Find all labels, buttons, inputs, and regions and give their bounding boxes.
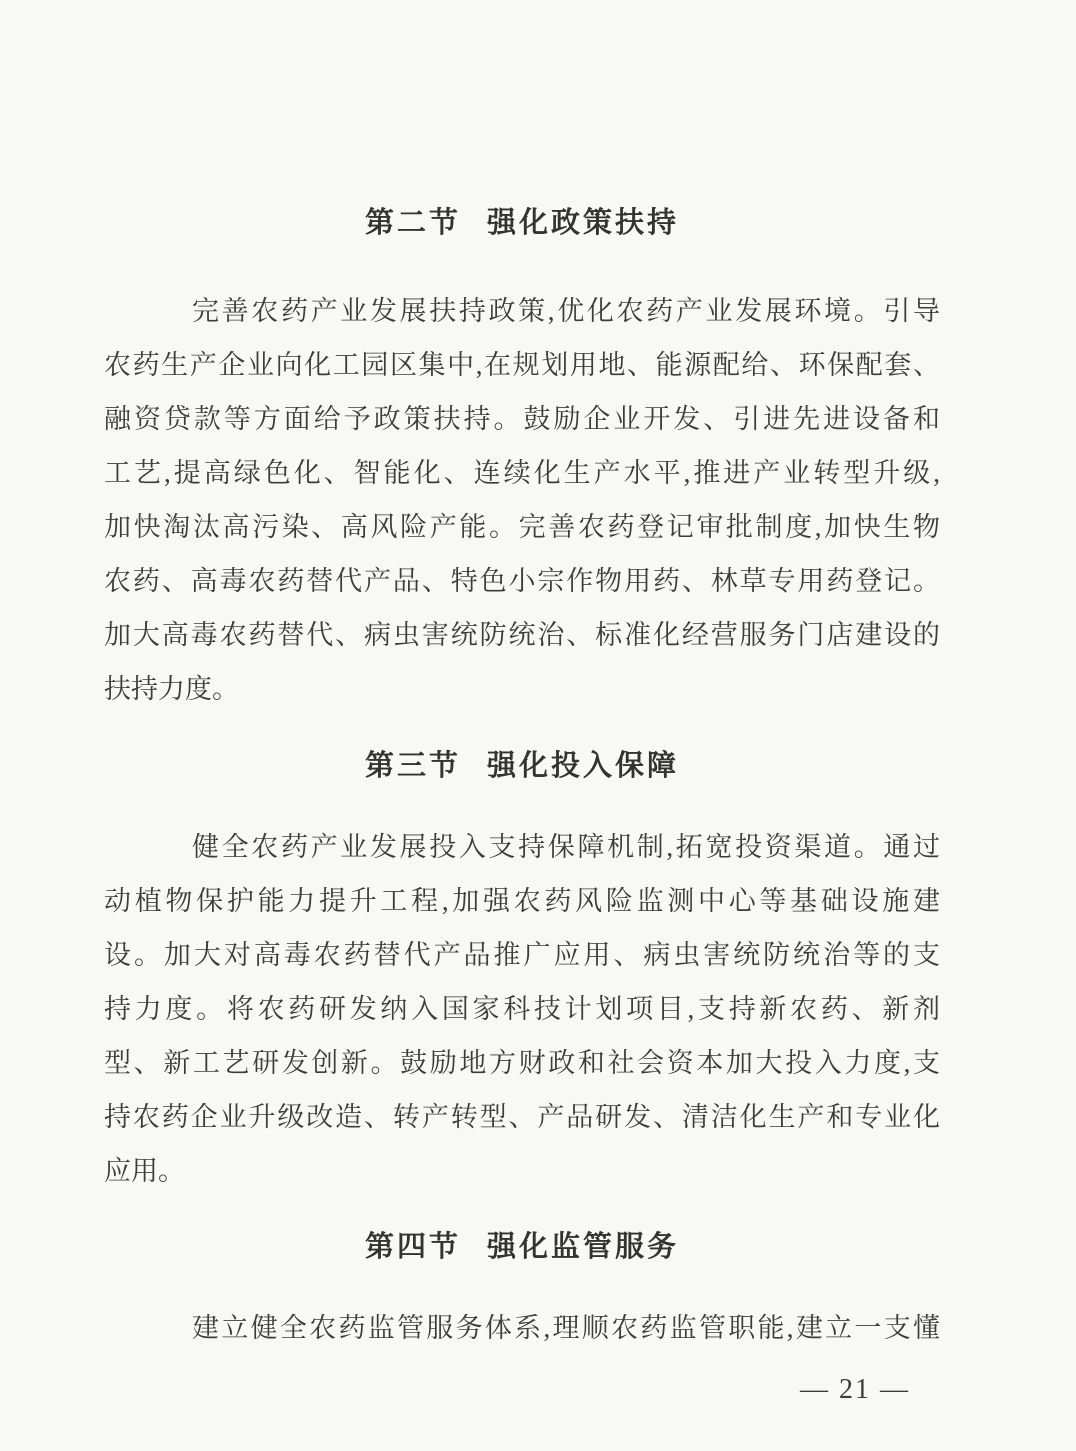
section-title: 强化投入保障 — [487, 750, 680, 782]
page-number: — 21 — — [800, 1374, 910, 1405]
text-line: 健全农药产业发展投入支持保障机制,拓宽投资渠道。通过 — [192, 832, 940, 862]
section-heading-4 — [104, 1220, 940, 1275]
section-title: 强化监管服务 — [487, 1231, 680, 1263]
section-number: 第二节 — [364, 207, 461, 239]
text-line: 应用。 — [104, 1156, 185, 1186]
text-line: 融资贷款等方面给予政策扶持。鼓励企业开发、引进先进设备和 — [104, 404, 940, 434]
section-title: 强化政策扶持 — [487, 207, 680, 239]
text-line: 扶持力度。 — [104, 674, 239, 704]
section-heading-3 — [104, 739, 940, 794]
section-number: 第四节 — [364, 1231, 461, 1263]
text-line: 建立健全农药监管服务体系,理顺农药监管职能,建立一支懂 — [192, 1313, 940, 1343]
text-line: 持力度。将农药研发纳入国家科技计划项目,支持新农药、新剂 — [104, 994, 940, 1024]
text-line: 型、新工艺研发创新。鼓励地方财政和社会资本加大投入力度,支 — [104, 1048, 940, 1078]
text-line: 工艺,提高绿色化、智能化、连续化生产水平,推进产业转型升级, — [104, 458, 940, 488]
section-number: 第三节 — [364, 750, 461, 782]
section-heading-2 — [104, 196, 940, 251]
text-line: 加快淘汰高污染、高风险产能。完善农药登记审批制度,加快生物 — [104, 512, 940, 542]
paragraph-policy-support — [104, 284, 940, 716]
document-content — [104, 0, 940, 1355]
text-line: 完善农药产业发展扶持政策,优化农药产业发展环境。引导 — [192, 296, 940, 326]
text-line: 设。加大对高毒农药替代产品推广应用、病虫害统防统治等的支 — [104, 940, 940, 970]
text-line: 农药、高毒农药替代产品、特色小宗作物用药、林草专用药登记。 — [104, 566, 940, 596]
text-line: 持农药企业升级改造、转产转型、产品研发、清洁化生产和专业化 — [104, 1102, 940, 1132]
paragraph-supervision-service — [104, 1301, 940, 1355]
text-line: 农药生产企业向化工园区集中,在规划用地、能源配给、环保配套、 — [104, 350, 940, 380]
text-line: 动植物保护能力提升工程,加强农药风险监测中心等基础设施建 — [104, 886, 940, 916]
paragraph-investment-guarantee — [104, 820, 940, 1198]
text-line: 加大高毒农药替代、病虫害统防统治、标准化经营服务门店建设的 — [104, 620, 940, 650]
